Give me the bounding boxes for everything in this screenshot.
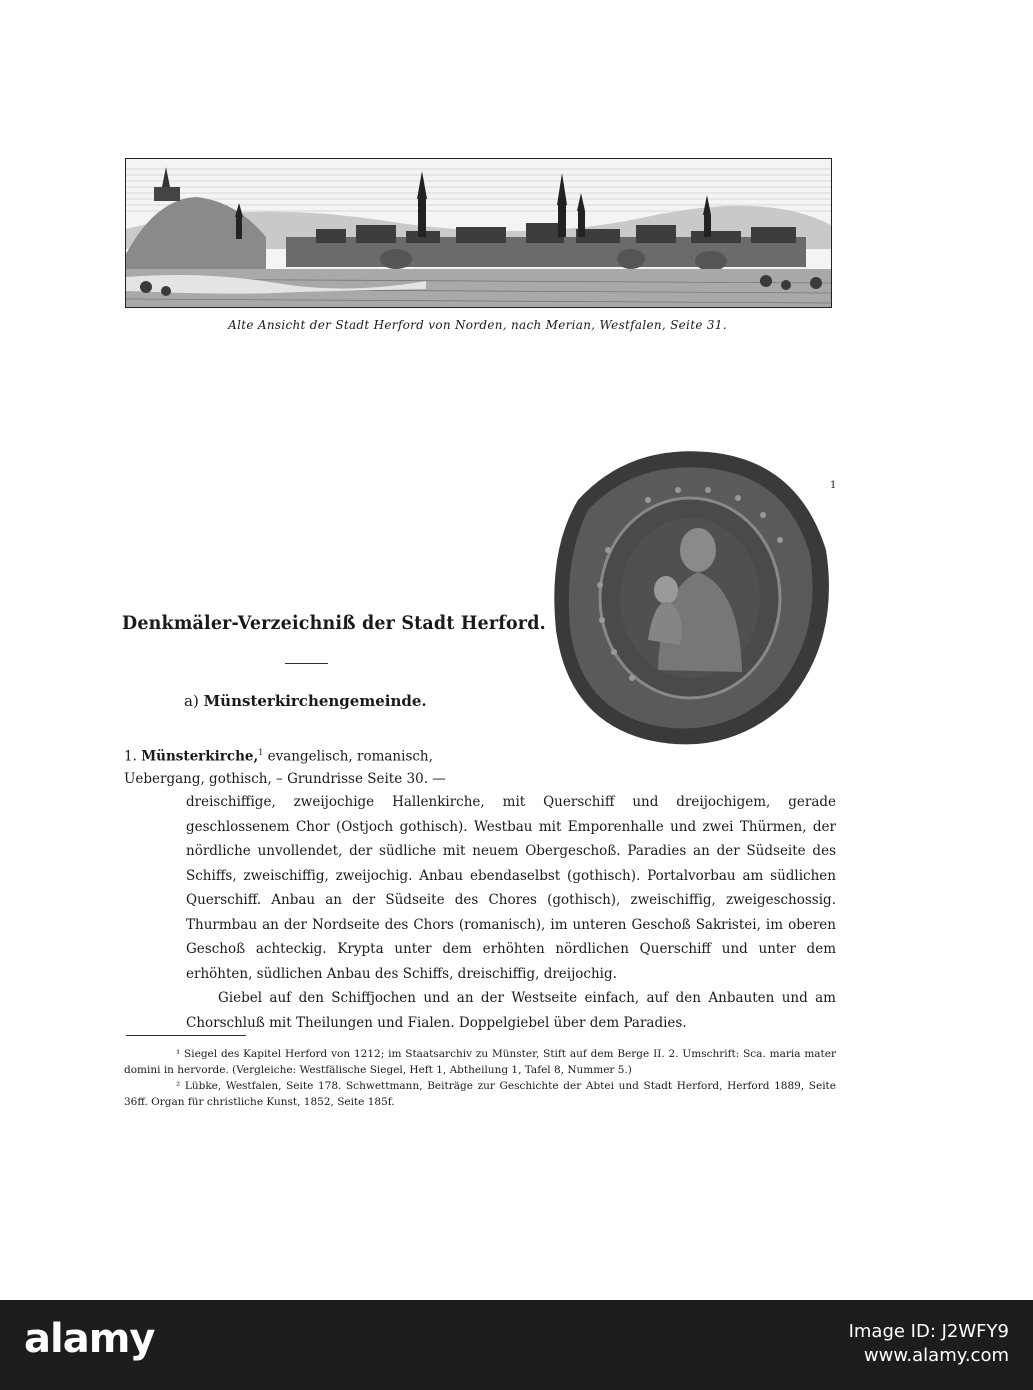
item-heading [124,742,502,790]
section-heading [184,692,427,710]
town-view-drawing [126,159,831,307]
footnote-2: ² Lübke, Westfalen, Seite 178. Schwettmann, Beiträge zur Geschichte der Abtei und Stadt Herford, Herford 1889, Seite 36ff. Organ für christliche Kunst, 1852, Seite 185f. [124,1080,836,1108]
chapter-seal-image [548,440,833,750]
seal-footnote-marker: 1 [830,480,837,491]
item-name: Münsterkirche, [141,748,259,765]
watermark-info [849,1320,1009,1368]
item-footnote-ref: 1 [258,748,264,757]
description-paragraph-1: dreischiffige, zweijochige Hallenkirche, mit Querschiff und dreijochigem, gerade geschlossenem Chor (Ostjoch gothisch). Westbau mit Emporenhalle und zwei Thürmen, der nördliche unvollendet, der südliche mit neuem Obergeschoß. Paradies an der Südseite des Schiffs, zweischiffig, zweijochig. Anbau ebendaselbst (gothisch). Portalvorbau am südlichen Querschiff. Anbau an der Südseite des Chores (gothisch), zweischiffig, zweigeschossig. Thurmbau an der Nordseite des Chors (romanisch), im unteren Geschoß Sakristei, im oberen Geschoß achteckig. Krypta unter dem erhöhten nördlichen Querschiff und unter dem erhöhten, südlichen Anbau des Schiffs, dreischiffig, dreijochig. [186,794,836,982]
item-description [186,790,836,1035]
watermark-logo: alamy [24,1316,155,1362]
engraving-caption: Alte Ansicht der Stadt Herford von Norden, nach Merian, Westfalen, Seite 31. [228,318,727,332]
watermark-image-id: Image ID: J2WFY9 [848,1321,1009,1342]
item-number: 1. [124,748,137,765]
page-title: Denkmäler-Verzeichniß der Stadt Herford. [122,612,546,634]
watermark-site: www.alamy.com [863,1345,1009,1366]
footnotes [124,1046,836,1110]
section-prefix: a) [184,692,199,710]
description-paragraph-2: Giebel auf den Schiffjochen und an der Westseite einfach, auf den Anbauten und am Chorschluß mit Theilungen und Fialen. Doppelgiebel über dem Paradies. [186,990,836,1031]
title-divider [285,663,328,664]
footnote-rule [126,1035,246,1036]
item-head-text: evangelisch, romanisch, Uebergang, gothisch, – Grundrisse Seite 30. — [124,748,446,787]
section-title: Münsterkirchengemeinde. [203,692,427,710]
town-view-engraving [125,158,832,308]
seal-drawing [548,440,833,750]
footnote-1: ¹ Siegel des Kapitel Herford von 1212; im Staatsarchiv zu Münster, Stift auf dem Berge II. 2. Umschrift: Sca. maria mater domini in hervorde. (Vergleiche: Westfälische Siegel, Heft 1, Abtheilung 1, Tafel 8, Nummer 5.) [124,1048,836,1076]
